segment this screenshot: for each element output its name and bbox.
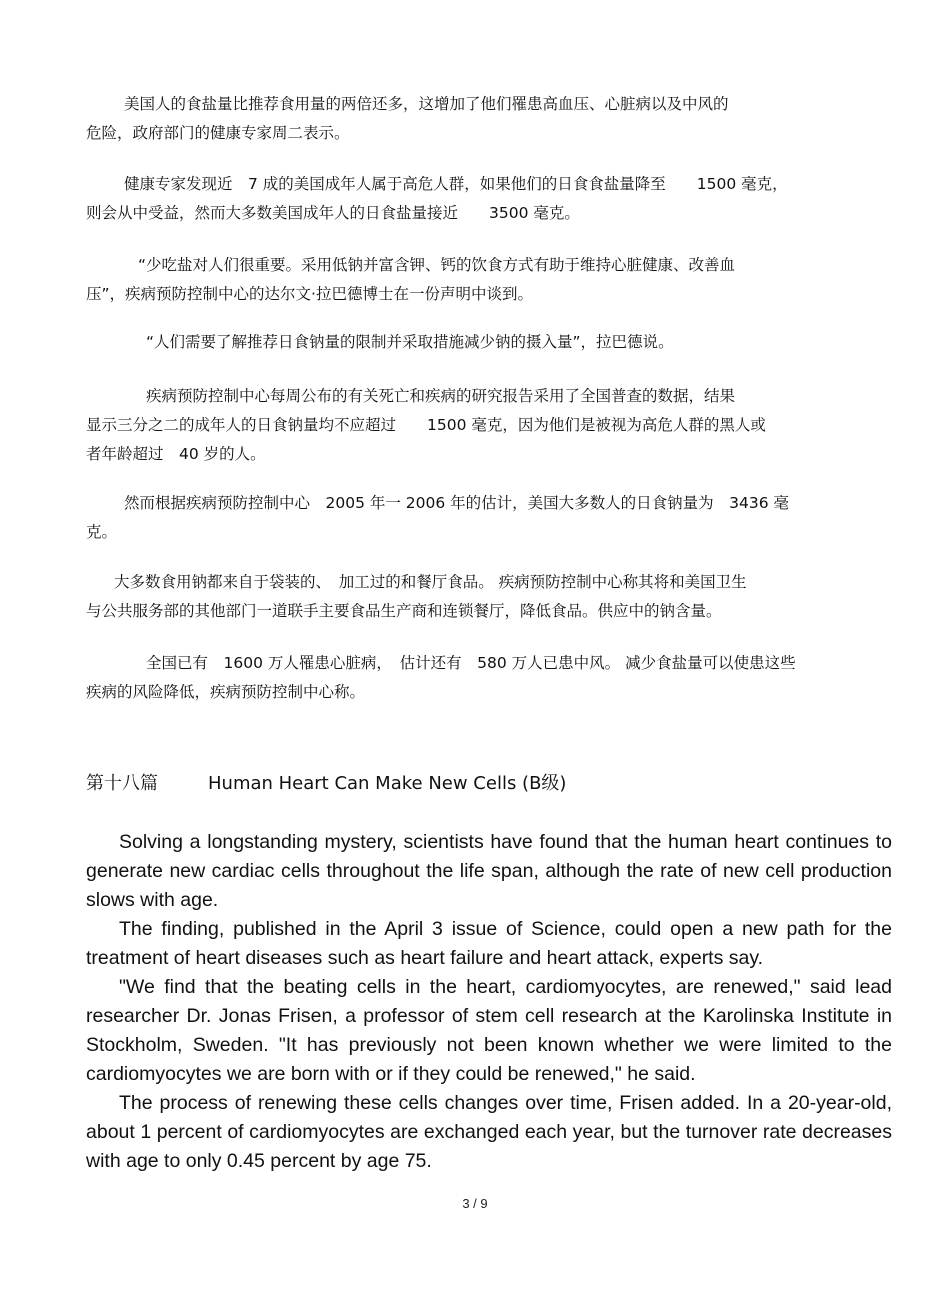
cn-paragraph-6 <box>86 489 886 547</box>
cn-paragraph-1 <box>86 90 886 148</box>
section-heading <box>86 770 566 798</box>
text-line: “人们需要了解推荐日食钠量的限制并采取措施减少钠的摄入量”，拉巴德说。 <box>146 333 674 351</box>
page-number: 3 / 9 <box>462 1196 488 1211</box>
text-line: 疾病的风险降低，疾病预防控制中心称。 <box>86 683 366 701</box>
cn-paragraph-2 <box>86 170 886 228</box>
text-line: 然而根据疾病预防控制中心 2005 年一 2006 年的估计，美国大多数人的日食钠量为 3436 毫 <box>124 494 790 512</box>
text-line: “少吃盐对人们很重要。采用低钠并富含钾、钙的饮食方式有助于维持心脏健康、改善血 <box>138 256 736 274</box>
text-line: 显示三分之二的成年人的日食钠量均不应超过 1500 毫克，因为他们是被视为高危人群的黑人或 <box>86 416 766 434</box>
text-line: 者年龄超过 40 岁的人。 <box>86 445 266 463</box>
en-paragraph-3: "We find that the beating cells in the heart, cardiomyocytes, are renewed," said lead researcher Dr. Jonas Frisen, a professor of stem cell research at the Karolinska Institute in Stockholm, Sweden. "It has previously not been known whether we were limited to the cardiomyocytes we are born with or if they could be renewed," he said. <box>86 976 892 1085</box>
text-line: 健康专家发现近 7 成的美国成年人属于高危人群，如果他们的日食食盐量降至 1500 毫克， <box>124 175 788 193</box>
cn-paragraph-3 <box>86 251 886 309</box>
text-line: 与公共服务部的其他部门一道联手主要食品生产商和连锁餐厅，降低食品。供应中的钠含量。 <box>86 602 722 620</box>
section-title: Human Heart Can Make New Cells (B级) <box>208 773 567 794</box>
english-article <box>86 828 892 1176</box>
en-paragraph-4: The process of renewing these cells changes over time, Frisen added. In a 20-year-old, about 1 percent of cardiomyocytes are exchanged each year, but the turnover rate decreases with age to only 0.45 percent by age 75. <box>86 1092 892 1172</box>
text-line: 全国已有 1600 万人罹患心脏病， 估计还有 580 万人已患中风。 减少食盐量可以使患这些 <box>146 654 796 672</box>
en-paragraph-2: The finding, published in the April 3 issue of Science, could open a new path for the treatment of heart diseases such as heart failure and heart attack, experts say. <box>86 918 892 969</box>
text-line: 美国人的食盐量比推荐食用量的两倍还多，这增加了他们罹患高血压、心脏病以及中风的 <box>124 95 729 113</box>
section-number: 第十八篇 <box>86 773 158 794</box>
text-line: 危险，政府部门的健康专家周二表示。 <box>86 124 350 142</box>
cn-paragraph-5 <box>86 382 886 469</box>
text-line: 则会从中受益，然而大多数美国成年人的日食盐量接近 3500 毫克。 <box>86 204 580 222</box>
cn-paragraph-7 <box>86 568 886 626</box>
cn-paragraph-4 <box>86 328 886 357</box>
text-line: 大多数食用钠都来自于袋装的、 加工过的和餐厅食品。 疾病预防控制中心称其将和美国卫生 <box>114 573 747 591</box>
text-line: 疾病预防控制中心每周公布的有关死亡和疾病的研究报告采用了全国普查的数据，结果 <box>146 387 736 405</box>
cn-paragraph-8 <box>86 649 886 707</box>
en-paragraph-1: Solving a longstanding mystery, scientists have found that the human heart continues to generate new cardiac cells throughout the life span, although the rate of new cell production slows with age. <box>86 831 892 911</box>
text-line: 压”，疾病预防控制中心的达尔文·拉巴德博士在一份声明中谈到。 <box>86 285 533 303</box>
text-line: 克。 <box>86 523 118 541</box>
